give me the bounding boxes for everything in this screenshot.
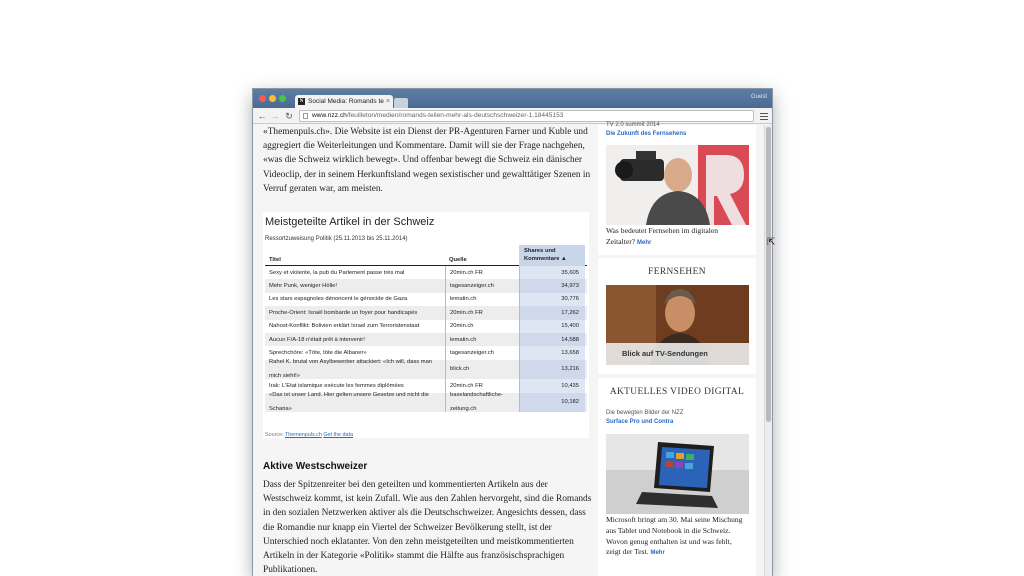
hamburger-menu-icon[interactable] xyxy=(760,111,768,121)
row-value: 14,588 xyxy=(519,333,585,346)
row-value: 13,216 xyxy=(519,360,585,379)
zoom-window-button[interactable] xyxy=(279,95,286,102)
tv-man-photo[interactable] xyxy=(606,285,749,365)
datawrapper-table xyxy=(263,212,589,438)
cameraman-image-icon xyxy=(606,145,749,225)
table-subtitle: Ressortzuweisung Politik (25.11.2013 bis 25.11.2014) xyxy=(265,236,408,242)
section-heading: Aktive Westschweizer xyxy=(263,461,368,472)
video-caption-text: Microsoft bringt am 30. Mai seine Mischung aus Tablet und Notebook in die Schweiz. Wovon genug enthalten ist und was fehlt, zeigt der Test. xyxy=(606,515,743,557)
row-source: baselandschaftliche-zeitung.ch xyxy=(445,393,517,412)
row-title: Sexy et violente, la pub du Parlement passe très mal xyxy=(269,269,405,276)
teaser-caption xyxy=(606,226,746,249)
row-title: Nahost-Konflikt: Bolivien erklärt Israel zum Terroristenstaat xyxy=(269,323,420,330)
row-title: Proche-Orient: Israël bombarde un foyer pour handicapés xyxy=(269,309,418,316)
cameraman-photo[interactable] xyxy=(606,145,749,225)
teaser-kicker: TV 2.0 summit 2014 xyxy=(606,122,660,128)
column-header-quelle[interactable]: Quelle xyxy=(449,257,467,263)
browser-window xyxy=(253,89,772,576)
row-source: 20min.ch FR xyxy=(445,306,517,319)
page-icon xyxy=(303,113,308,119)
sidebar-video-digital xyxy=(598,378,756,576)
photo-overlay-label: Blick auf TV-Sendungen xyxy=(606,343,749,365)
minimize-window-button[interactable] xyxy=(269,95,276,102)
table-header xyxy=(265,245,587,266)
table-row xyxy=(265,279,587,292)
mouse-cursor-icon: ⇱ xyxy=(767,237,776,248)
sidebar-heading: AKTUELLES VIDEO DIGITAL xyxy=(609,387,745,397)
browser-toolbar xyxy=(253,108,772,124)
browser-tab[interactable] xyxy=(295,95,393,108)
row-value: 13,658 xyxy=(519,346,585,359)
row-value: 34,973 xyxy=(519,279,585,292)
shares-table xyxy=(265,245,587,412)
url-path: /feuilleton/medien/romands-teilen-mehr-als-deutschschweizer-1.18445153 xyxy=(346,112,564,119)
column-header-shares[interactable]: Shares und Kommentare ▲ xyxy=(519,245,585,266)
page-content xyxy=(253,122,772,576)
back-arrow-icon[interactable]: ← xyxy=(257,111,267,121)
table-row xyxy=(265,333,587,346)
new-tab-button[interactable] xyxy=(394,98,408,108)
row-title: «Das ist unser Land. Hier gelten unsere Gesetze und nicht die Scharia» xyxy=(269,392,429,413)
table-row xyxy=(265,306,587,319)
source-label: Source: xyxy=(265,432,284,438)
row-value: 30,776 xyxy=(519,293,585,306)
table-body xyxy=(265,266,587,412)
video-caption xyxy=(606,515,748,559)
scrollbar-thumb[interactable] xyxy=(766,127,771,422)
row-source: blick.ch xyxy=(445,360,517,379)
table-row xyxy=(265,266,587,279)
get-data-link[interactable]: Get the data xyxy=(323,432,354,438)
row-title: Sprechchöre: «Töte, töte die Albaner» xyxy=(269,349,367,356)
row-value: 35,605 xyxy=(519,266,585,279)
row-source: lematin.ch xyxy=(445,293,517,306)
tab-title: Social Media: Romands te xyxy=(308,98,384,105)
row-source: 20min.ch FR xyxy=(445,379,517,392)
tab-close-icon[interactable]: × xyxy=(385,98,390,105)
table-row xyxy=(265,393,587,412)
row-title: Mehr Punk, weniger Hölle! xyxy=(269,282,337,289)
row-source: tagesanzeiger.ch xyxy=(445,346,517,359)
table-row xyxy=(265,320,587,333)
row-source: 20min.ch xyxy=(445,320,517,333)
row-value: 15,400 xyxy=(519,320,585,333)
row-source: tagesanzeiger.ch xyxy=(445,279,517,292)
more-link[interactable]: Mehr xyxy=(637,239,652,246)
surface-tablet-photo[interactable] xyxy=(606,434,749,514)
column-header-titel[interactable]: Titel xyxy=(269,257,281,263)
teaser-link[interactable]: Die Zukunft des Fernsehens xyxy=(606,131,687,137)
row-value: 10,182 xyxy=(519,393,585,412)
vertical-scrollbar[interactable] xyxy=(764,125,772,576)
row-title: Aucun F/A-18 n'était prêt à intervenir! xyxy=(269,336,365,343)
table-row xyxy=(265,293,587,306)
url-domain: www.nzz.ch xyxy=(312,112,347,119)
row-title: Irak: L'Etat islamique exécute les femmes diplômées xyxy=(269,382,404,389)
table-row xyxy=(265,360,587,379)
row-value: 10,435 xyxy=(519,379,585,392)
teaser-caption-text: Was bedeutet Fernsehen im digitalen Zeitalter? xyxy=(606,226,718,246)
table-source xyxy=(265,428,353,442)
sidebar-fernsehen xyxy=(598,258,756,374)
close-window-button[interactable] xyxy=(259,95,266,102)
row-source: 20min.ch FR xyxy=(445,266,517,279)
nzz-favicon-icon: N xyxy=(299,99,304,104)
table-title: Meistgeteilte Artikel in der Schweiz xyxy=(265,216,435,228)
row-title: Les stars espagnoles dénoncent le génocide de Gaza xyxy=(269,296,408,303)
source-link[interactable]: Themenpuls.ch xyxy=(284,432,322,438)
reload-icon[interactable]: ↻ xyxy=(285,111,293,121)
title-bar xyxy=(253,89,772,108)
sidebar-heading: FERNSEHEN xyxy=(648,267,706,277)
sidebar-teaser-tv20 xyxy=(598,122,756,255)
row-title: Rahel K. brutal von Asylbewerber attackiert: «Ich will, dass man mich sieht!» xyxy=(269,359,433,380)
tablet-image-icon xyxy=(606,434,749,514)
video-link[interactable]: Surface Pro und Contra xyxy=(606,419,674,425)
row-value: 17,262 xyxy=(519,306,585,319)
guest-profile-label[interactable]: Guest xyxy=(750,94,767,100)
row-source: lematin.ch xyxy=(445,333,517,346)
address-bar[interactable] xyxy=(299,110,754,122)
forward-arrow-icon[interactable]: → xyxy=(270,111,280,121)
more-link[interactable]: Mehr xyxy=(650,550,665,557)
article-paragraph: «Themenpuls.ch». Die Website ist ein Dienst der PR-Agenturen Farner und Kuble und aggregiert die Weiterleitungen und Kommentare. Damit will sie der Frage nachgehen, «was die Schweiz wirklich bewegt». Und offenbar bewegt die Schweiz ein dänischer Videoclip, der in seinem Herkunftsland wegen sexistischer und gewalttätiger Szenen in Verruf geraten war, am meisten. xyxy=(263,127,591,194)
article-paragraph: Dass der Spitzenreiter bei den geteilten und kommentierten Artikeln aus der Westschweiz kommt, ist kein Zufall. Wie aus den Zahlen hervorgeht, sind die Romands in den sozialen Netzwerken aktiver als die Deutschschweizer. Angesichts dessen, dass die Romandie nur knapp ein Viertel der Schweizer Bevölkerung stellt, ist der Unterschied noch eklatanter. Von den zehn meistgeteilten und meistkommentierten Artikeln in der Kategorie «Politik» stammt die Hälfte aus französischsprachigen Publikationen. xyxy=(263,480,592,576)
video-kicker: Die bewegten Bilder der NZZ xyxy=(606,410,684,416)
